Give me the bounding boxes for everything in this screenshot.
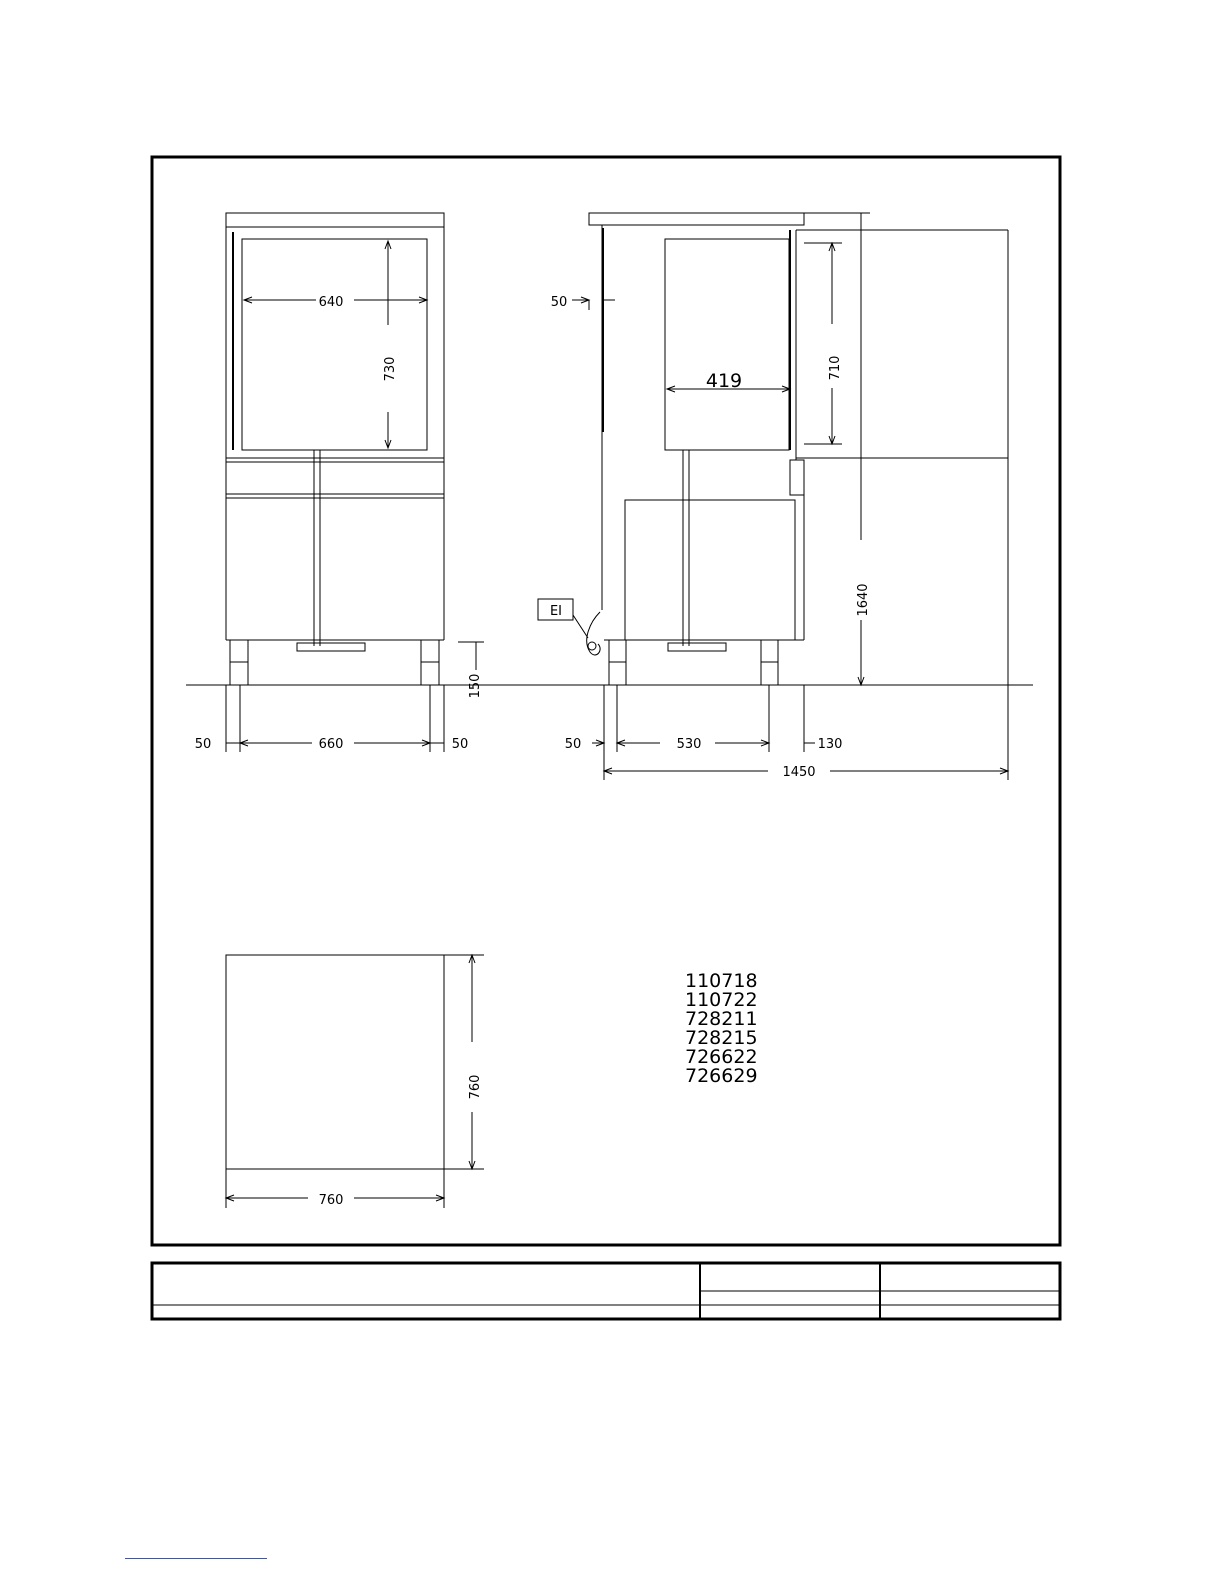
drawing-frame xyxy=(152,157,1060,1245)
front-left-margin-label: 50 xyxy=(194,737,212,752)
side-right-margin-label: 130 xyxy=(817,737,843,752)
model-code: 728215 xyxy=(685,1027,758,1049)
side-span-label: 530 xyxy=(676,737,702,752)
plan-view xyxy=(226,955,484,1208)
front-span-label: 660 xyxy=(318,737,344,752)
plan-width-label: 760 xyxy=(318,1193,344,1208)
side-height-label: 710 xyxy=(828,355,843,381)
model-code: 728211 xyxy=(685,1008,758,1030)
connection-label: EI xyxy=(549,604,563,619)
model-code: 726629 xyxy=(685,1065,758,1087)
front-leg-height-label: 150 xyxy=(468,673,483,699)
side-total-height-label: 1640 xyxy=(856,583,871,617)
side-top-offset-label: 50 xyxy=(550,295,568,310)
side-depth-label: 419 xyxy=(705,370,743,392)
front-view xyxy=(226,213,484,752)
front-height-label: 730 xyxy=(383,356,398,382)
model-code: 726622 xyxy=(685,1046,758,1068)
plan-depth-label: 760 xyxy=(468,1074,483,1100)
model-code: 110722 xyxy=(685,989,758,1011)
side-left-margin-label: 50 xyxy=(564,737,582,752)
title-block xyxy=(152,1263,1060,1319)
footer-link-underline[interactable] xyxy=(125,1558,267,1559)
side-total-length-label: 1450 xyxy=(782,765,816,780)
front-right-margin-label: 50 xyxy=(451,737,469,752)
model-code: 110718 xyxy=(685,970,758,992)
front-width-label: 640 xyxy=(318,295,344,310)
side-view xyxy=(538,213,1008,780)
